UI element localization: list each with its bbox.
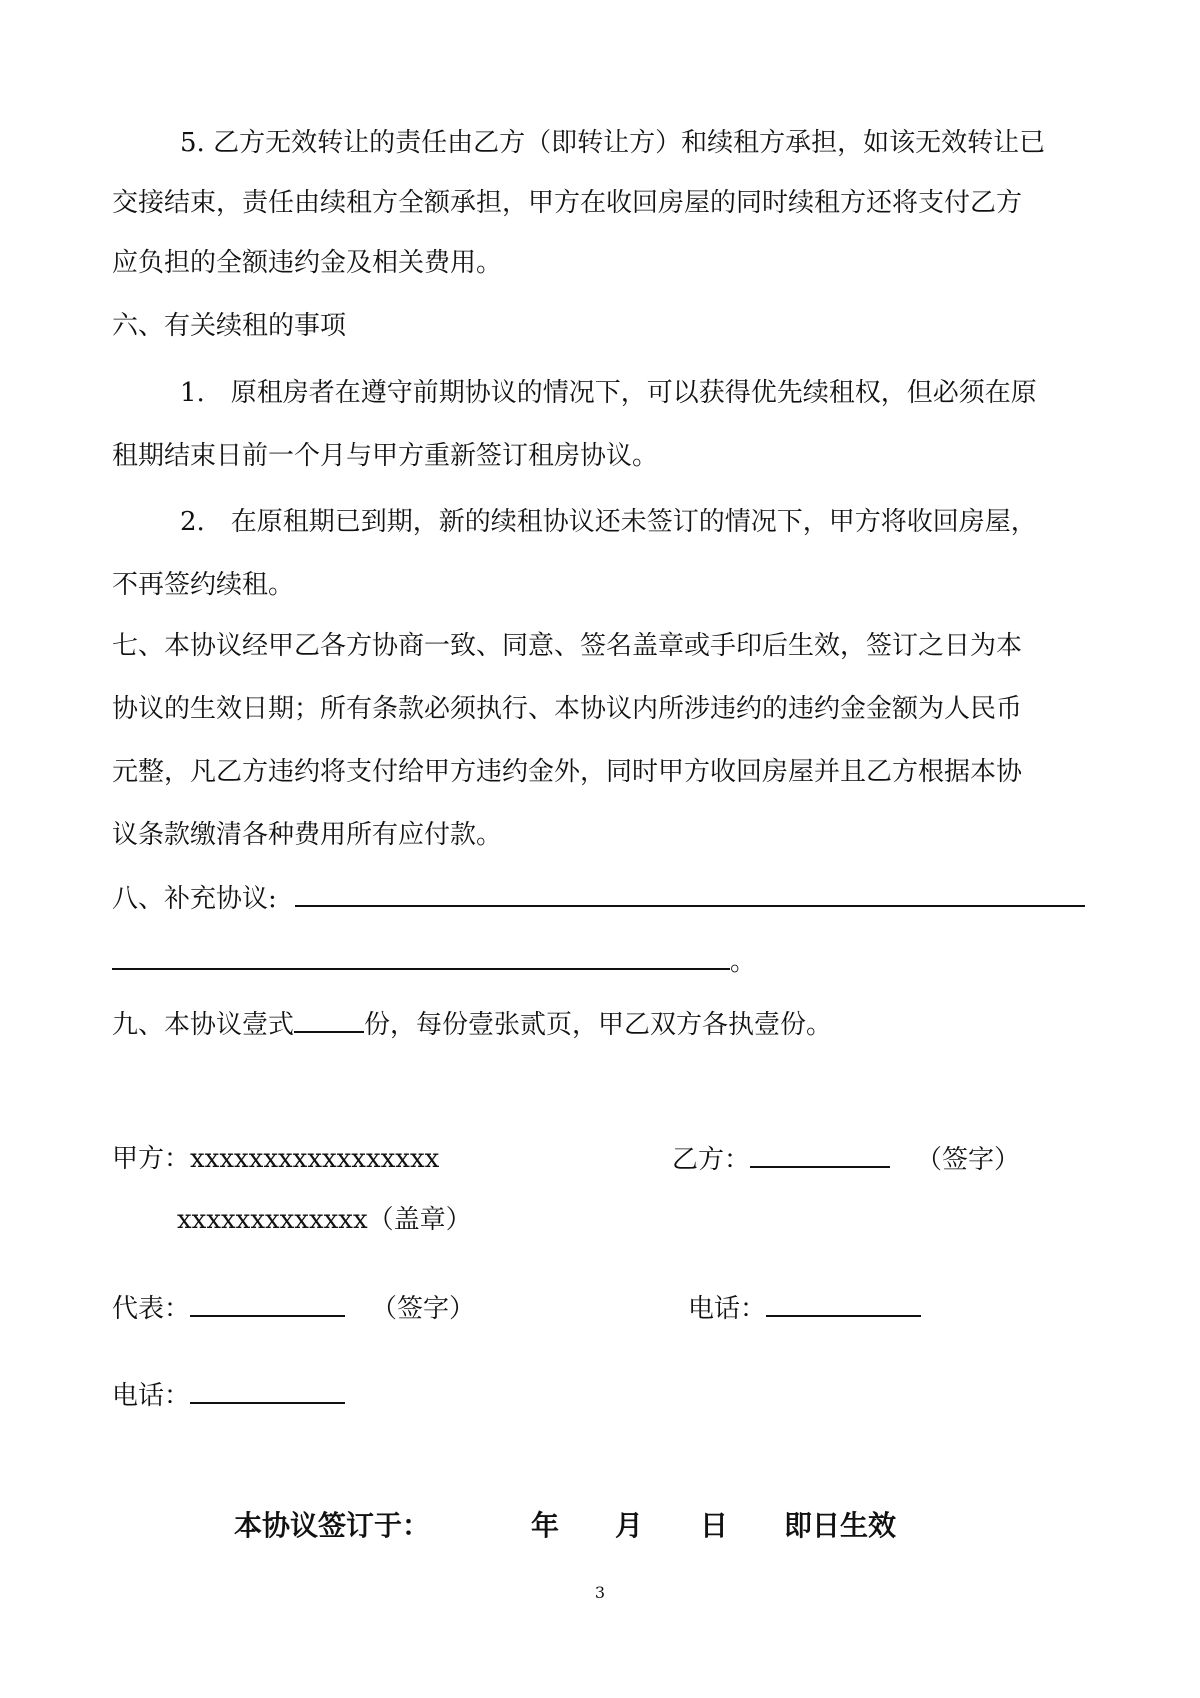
clause-5-line-2: 交接结束，责任由续租方全额承担，甲方在收回房屋的同时续租方还将支付乙方 [112, 188, 1023, 218]
party-a-label: 甲方： [112, 1144, 191, 1174]
section-9-prefix: 九、本协议壹式 [112, 1010, 295, 1040]
section-7-line-4: 议条款缴清各种费用所有应付款。 [112, 820, 503, 850]
section-8-line-2 [112, 944, 1112, 979]
party-b-label: 乙方： [672, 1145, 751, 1175]
day-label: 日 [700, 1509, 729, 1542]
section-9-suffix: 份，每份壹张贰页，甲乙双方各执壹份。 [364, 1010, 833, 1040]
supplement-blank-2[interactable] [112, 944, 730, 970]
copies-blank[interactable] [294, 1007, 364, 1033]
section-9-line [112, 1007, 1112, 1042]
clause-5-line-3: 应负担的全额违约金及相关费用。 [112, 248, 503, 278]
party-a-phone-label: 电话： [112, 1381, 191, 1411]
section-7-line-3: 元整，凡乙方违约将支付给甲方违约金外，同时甲方收回房屋并且乙方根据本协 [112, 757, 1023, 787]
party-a-seal-line [177, 1203, 472, 1237]
supplement-blank-1[interactable] [295, 881, 1085, 907]
signed-on-label: 本协议签订于： [234, 1509, 431, 1542]
clause-5-line-1: 5. 乙方无效转让的责任由乙方（即转让方）和续租方承担，如该无效转让已 [180, 128, 1046, 158]
representative-label: 代表： [112, 1294, 191, 1324]
section-7-line-1: 七、本协议经甲乙各方协商一致、同意、签名盖章或手印后生效，签订之日为本 [112, 631, 1023, 661]
party-b-phone-label: 电话： [688, 1294, 767, 1324]
section-8-line [112, 881, 1112, 916]
section-8-end: 。 [730, 947, 757, 977]
year-label: 年 [531, 1509, 560, 1542]
section-6-item-1-line-2: 租期结束日前一个月与甲方重新签订租房协议。 [112, 441, 659, 471]
party-a-phone-line [112, 1378, 345, 1413]
section-6-title: 六、有关续租的事项 [112, 311, 347, 341]
party-a-name: xxxxxxxxxxxxxxxxx [190, 1144, 440, 1174]
representative-line [112, 1291, 475, 1326]
representative-signature-blank[interactable] [190, 1291, 345, 1317]
party-a-line [112, 1142, 439, 1176]
party-a-phone-blank[interactable] [190, 1378, 345, 1404]
party-b-sign-label: （签字） [916, 1145, 1021, 1175]
party-b-phone-line [688, 1291, 921, 1326]
representative-sign-label: （签字） [371, 1294, 476, 1324]
party-a-seal-name: xxxxxxxxxxxxx [177, 1205, 368, 1235]
page-number: 3 [594, 1583, 606, 1602]
party-b-line [672, 1142, 1020, 1177]
section-6-item-2-line-1: 2. 在原租期已到期，新的续租协议还未签订的情况下，甲方将收回房屋， [180, 507, 1037, 537]
section-6-item-1-line-1: 1. 原租房者在遵守前期协议的情况下，可以获得优先续租权，但必须在原 [180, 378, 1037, 408]
section-7-line-2: 协议的生效日期；所有条款必须执行、本协议内所涉违约的违约金金额为人民币 [112, 694, 1023, 724]
party-b-signature-blank[interactable] [750, 1142, 890, 1168]
section-6-item-2-line-2: 不再签约续租。 [112, 570, 295, 600]
party-a-seal-label: （盖章） [367, 1205, 472, 1235]
month-label: 月 [615, 1509, 644, 1542]
party-b-phone-blank[interactable] [766, 1291, 921, 1317]
effective-label: 即日生效 [784, 1509, 897, 1542]
section-8-label: 八、补充协议: [112, 884, 277, 914]
